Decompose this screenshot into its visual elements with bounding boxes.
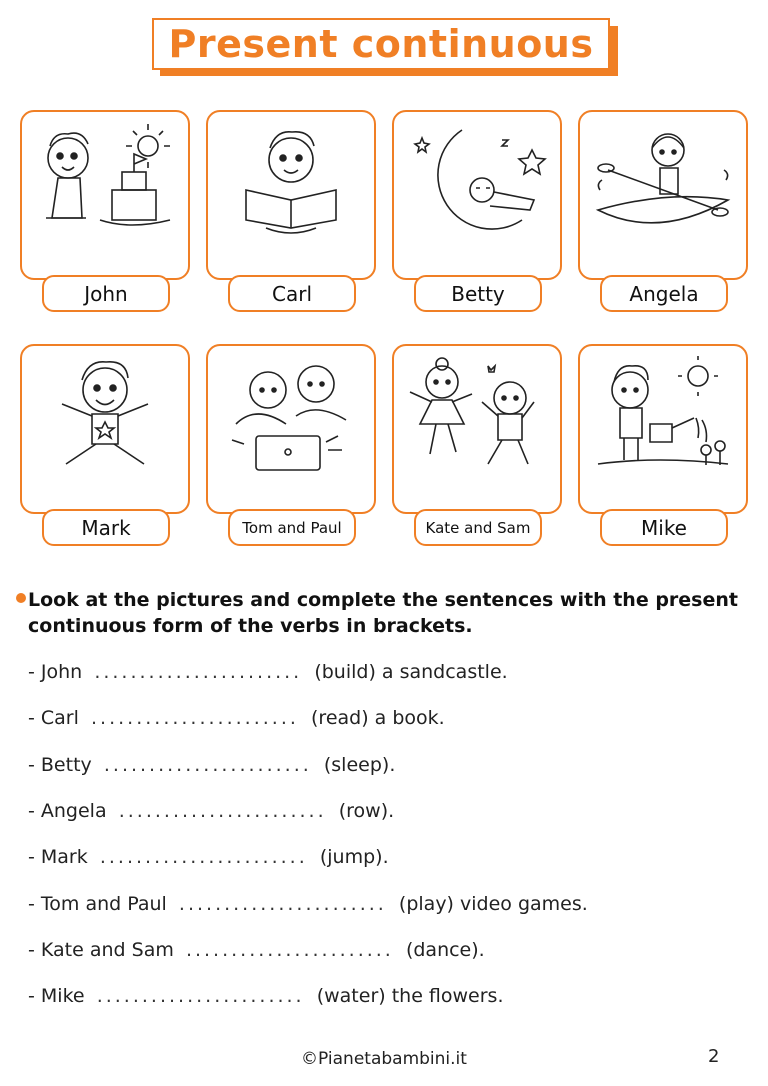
- sentence-start: - Carl: [28, 707, 79, 729]
- sentence-end: (row).: [338, 800, 395, 822]
- sentence-start: - Angela: [28, 800, 107, 822]
- answer-blank[interactable]: .......................: [99, 846, 308, 868]
- card-label: Carl: [228, 275, 356, 312]
- girl-sleeping-on-moon-illustration: [402, 120, 552, 240]
- sentence-end: (build) a sandcastle.: [314, 661, 508, 683]
- sentence-start: - Betty: [28, 754, 92, 776]
- sentence-line: [28, 893, 588, 915]
- card-label: John: [42, 275, 170, 312]
- boy-jumping-illustration: [30, 354, 180, 474]
- sentence-start: - Kate and Sam: [28, 939, 174, 961]
- title-box: [152, 18, 610, 70]
- sentence-end: (play) video games.: [398, 893, 588, 915]
- card-label: Angela: [600, 275, 728, 312]
- sentence-end: (sleep).: [323, 754, 396, 776]
- picture-card-mark: [20, 344, 190, 540]
- picture-card-angela: [578, 110, 748, 306]
- boy-watering-flowers-illustration: [588, 354, 738, 474]
- picture-card-carl: [206, 110, 376, 306]
- boy-reading-book-illustration: [216, 120, 366, 240]
- card-label: Mike: [600, 509, 728, 546]
- answer-blank[interactable]: .......................: [185, 939, 394, 961]
- picture-card-betty: [392, 110, 562, 306]
- page-number: 2: [708, 1046, 720, 1067]
- picture-card-kate-and-sam: [392, 344, 562, 537]
- kids-dancing-illustration: [402, 354, 552, 474]
- answer-blank[interactable]: .......................: [178, 893, 387, 915]
- girl-rowing-kayak-illustration: [588, 120, 738, 240]
- answer-blank[interactable]: .......................: [118, 800, 327, 822]
- picture-card-john: [20, 110, 190, 306]
- sentence-end: (water) the flowers.: [316, 985, 504, 1007]
- card-label: Betty: [414, 275, 542, 312]
- sentence-line: [28, 800, 394, 822]
- picture-card-tom-and-paul: [206, 344, 376, 537]
- boys-playing-video-games-illustration: [216, 354, 366, 474]
- footer-credit: ©Pianetabambini.it: [301, 1049, 467, 1069]
- sentence-line: [28, 939, 485, 961]
- card-label: Tom and Paul: [228, 509, 356, 546]
- sentence-end: (jump).: [319, 846, 389, 868]
- boy-building-sandcastle-illustration: [30, 120, 180, 240]
- sentence-line: [28, 846, 389, 868]
- sentence-line: [28, 661, 508, 683]
- exercise-instruction: Look at the pictures and complete the sentences with the present continuous form of the verbs in brackets.: [28, 589, 738, 637]
- card-label: Kate and Sam: [414, 509, 542, 546]
- answer-blank[interactable]: .......................: [91, 707, 299, 729]
- answer-blank[interactable]: .......................: [96, 985, 305, 1007]
- title-banner: [152, 18, 618, 76]
- answer-blank[interactable]: .......................: [94, 661, 303, 683]
- sentence-start: - Mark: [28, 846, 88, 868]
- picture-card-mike: [578, 344, 748, 540]
- sentence-start: - Tom and Paul: [28, 893, 167, 915]
- answer-blank[interactable]: .......................: [103, 754, 312, 776]
- sentence-line: [28, 985, 504, 1007]
- page-title: Present continuous: [168, 22, 594, 66]
- sentence-line: [28, 754, 395, 776]
- sentence-start: - John: [28, 661, 83, 683]
- sentence-start: - Mike: [28, 985, 85, 1007]
- sentence-line: [28, 707, 445, 729]
- sentence-end: (dance).: [405, 939, 485, 961]
- card-label: Mark: [42, 509, 170, 546]
- sentence-end: (read) a book.: [311, 707, 445, 729]
